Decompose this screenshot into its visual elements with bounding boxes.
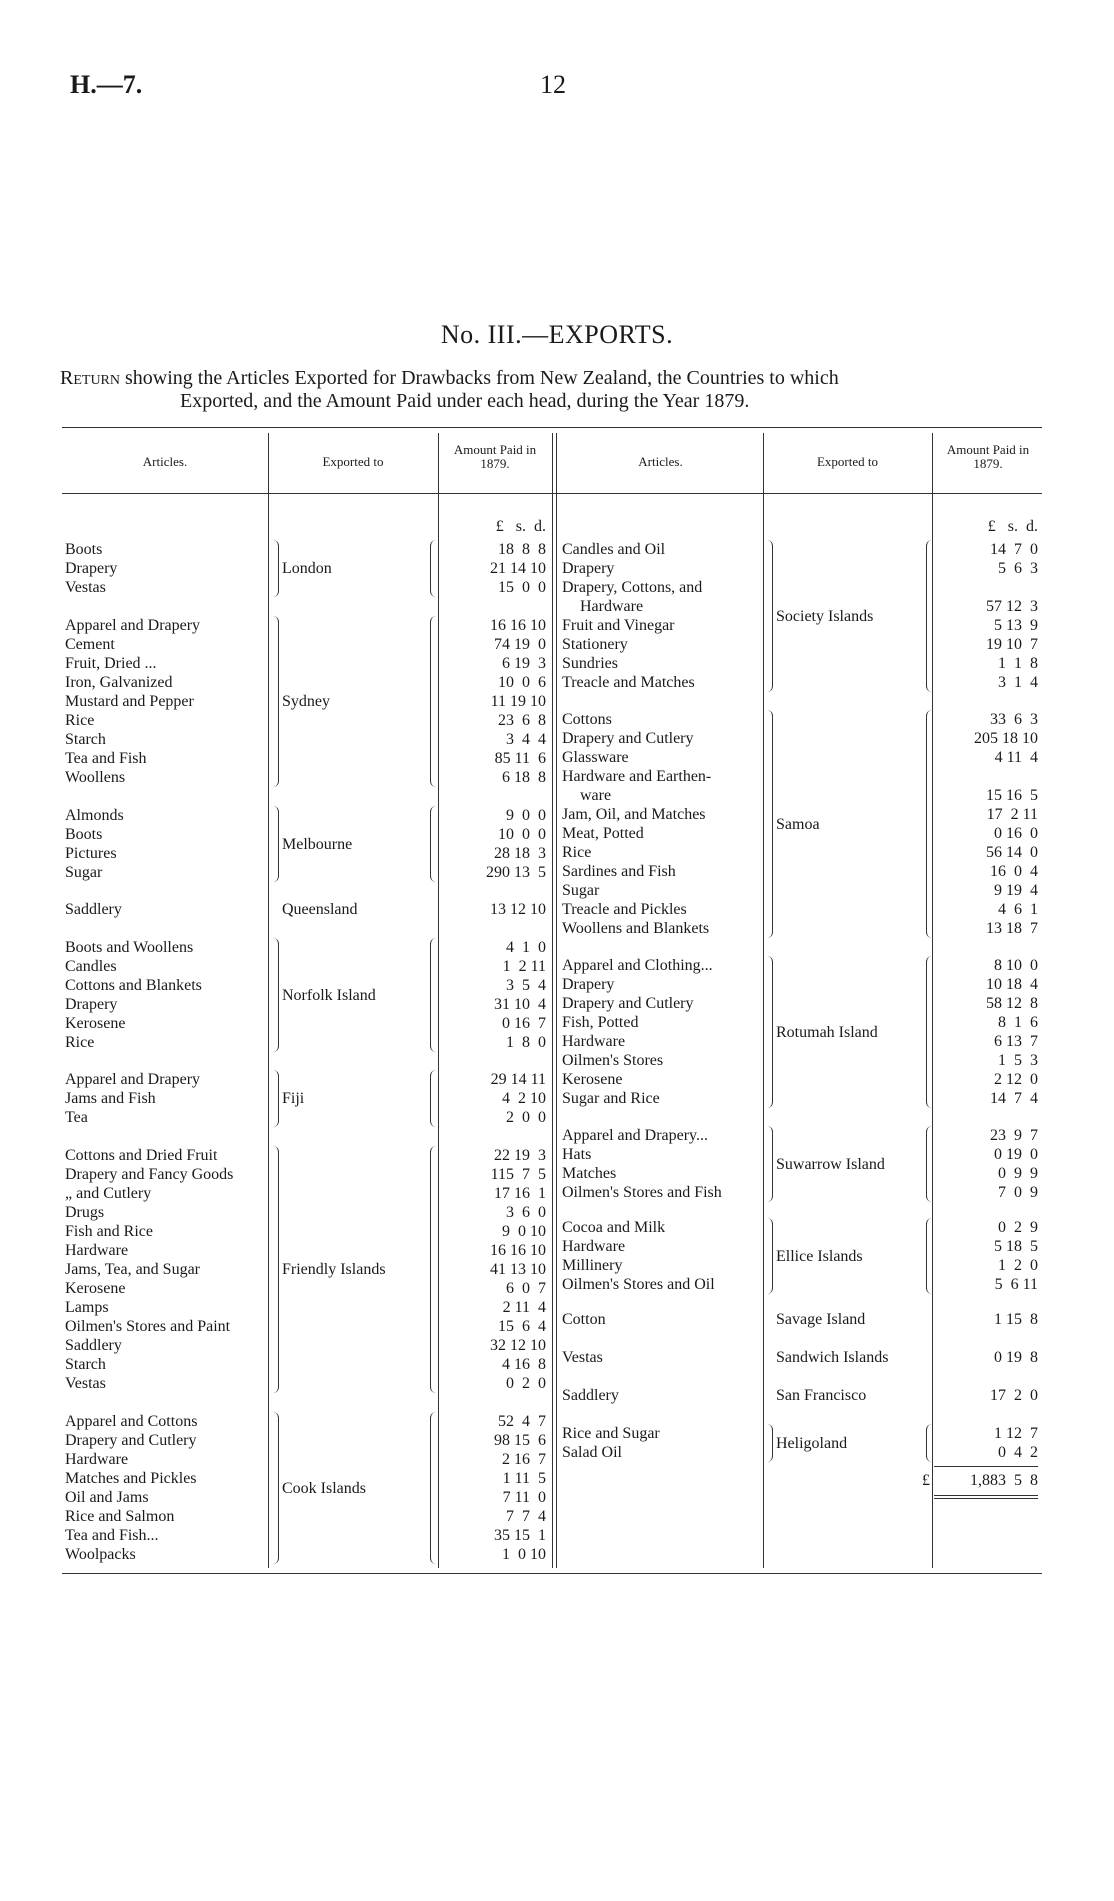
group-brace-icon: [430, 900, 436, 919]
article-name: Tea: [65, 1109, 88, 1126]
article-name: Oilmen's Stores and Oil: [562, 1276, 715, 1293]
article-name: Apparel and Drapery...: [562, 1127, 709, 1144]
article-name: Drugs: [65, 1204, 105, 1221]
article-name: Meat, Potted: [562, 825, 644, 842]
group-brace-icon: [926, 956, 933, 1108]
article-name: Woollens: [65, 769, 126, 786]
document-reference: H.—7.: [70, 70, 143, 99]
amount-paid: 1 15 8: [994, 1311, 1038, 1328]
article-name: ware: [580, 787, 612, 804]
amount-paid: 56 14 0: [986, 844, 1038, 861]
article-name: Fruit, Dried ...: [65, 655, 157, 672]
col-header-amount-right: Amount Paid in 1879.: [946, 442, 1030, 471]
article-name: Boots: [65, 826, 103, 843]
article-name: Boots: [65, 541, 103, 558]
article-name: Drapery, Cottons, and: [562, 579, 703, 596]
article-name: Treacle and Pickles: [562, 901, 687, 918]
amount-paid: 8 1 6: [998, 1014, 1038, 1031]
group-brace-icon: [926, 1348, 932, 1367]
article-name: Hats: [562, 1146, 592, 1163]
amount-paid: 6 19 3: [502, 655, 546, 672]
article-name: Hardware and Earthen-: [562, 768, 712, 785]
amount-paid: 0 19 8: [994, 1349, 1038, 1366]
article-name: Oilmen's Stores and Paint: [65, 1318, 231, 1335]
amount-paid: 57 12 3: [986, 598, 1038, 615]
total-currency: £: [922, 1472, 930, 1489]
amount-paid: 41 13 10: [490, 1261, 546, 1278]
group-brace-icon: [272, 540, 279, 597]
group-brace-icon: [926, 1310, 932, 1329]
article-name: Rice: [562, 844, 592, 861]
amount-paid: 3 4 4: [506, 731, 546, 748]
col-header-exported-to-right: Exported to: [816, 454, 878, 469]
article-name: Starch: [65, 1356, 106, 1373]
article-name: Sugar and Rice: [562, 1090, 660, 1107]
article-name: Kerosene: [562, 1071, 623, 1088]
amount-paid: 2 16 7: [502, 1451, 546, 1468]
article-name: Candles: [65, 958, 117, 975]
destination-label: San Francisco: [776, 1387, 867, 1404]
amount-paid: 6 0 7: [506, 1280, 546, 1297]
amount-paid: 9 19 4: [994, 882, 1038, 899]
amount-paid: 1 5 3: [998, 1052, 1038, 1069]
article-name: Cottons and Blankets: [65, 977, 202, 994]
group-brace-icon: [272, 1412, 279, 1564]
article-name: Tea and Fish...: [65, 1527, 159, 1544]
article-name: Boots and Woollens: [65, 939, 194, 956]
group-brace-icon: [926, 1424, 933, 1462]
amount-paid: 58 12 8: [986, 995, 1038, 1012]
amount-paid: 7 0 9: [998, 1184, 1038, 1201]
group-brace-icon: [272, 900, 278, 919]
article-name: Cement: [65, 636, 115, 653]
group-brace-icon: [926, 1126, 933, 1202]
article-name: Drapery: [65, 560, 118, 577]
article-name: Rice: [65, 712, 95, 729]
article-name: Apparel and Drapery: [65, 1071, 201, 1088]
group-brace-icon: [430, 1146, 437, 1393]
group-brace-icon: [272, 806, 279, 882]
article-name: Drapery: [562, 976, 615, 993]
amount-paid: 2 12 0: [994, 1071, 1038, 1088]
amount-paid: 29 14 11: [490, 1071, 546, 1088]
group-brace-icon: [926, 540, 933, 692]
article-name: Apparel and Clothing...: [562, 957, 713, 974]
amount-paid: 14 7 4: [990, 1090, 1038, 1107]
article-name: Millinery: [562, 1257, 623, 1274]
article-name: Hardware: [562, 1238, 626, 1255]
group-brace-icon: [926, 1386, 932, 1405]
amount-paid: 0 4 2: [998, 1444, 1038, 1461]
group-brace-icon: [272, 1146, 279, 1393]
article-name: Rice and Salmon: [65, 1508, 175, 1525]
amount-paid: 15 0 0: [498, 579, 546, 596]
article-name: Cottons and Dried Fruit: [65, 1147, 218, 1164]
amount-paid: 16 16 10: [490, 617, 546, 634]
amount-paid: 15 6 4: [498, 1318, 546, 1335]
destination-label: Sydney: [282, 693, 330, 710]
article-name: Fish, Potted: [562, 1014, 639, 1031]
article-name: Hardware: [65, 1451, 129, 1468]
subtitle-lead: Return: [60, 367, 121, 389]
article-name: Stationery: [562, 636, 628, 653]
column-divider: [763, 433, 764, 1568]
amount-paid: 7 11 0: [502, 1489, 546, 1506]
col-header-articles: Articles.: [142, 454, 188, 469]
amount-paid: 4 11 4: [994, 749, 1038, 766]
amount-paid: 10 18 4: [986, 976, 1038, 993]
column-divider: [556, 433, 557, 1568]
article-name: Jams, Tea, and Sugar: [65, 1261, 200, 1278]
col-header-articles-right: Articles.: [638, 454, 683, 469]
amount-paid: 16 0 4: [990, 863, 1038, 880]
amount-paid: 115 7 5: [490, 1166, 546, 1183]
article-name: Vestas: [562, 1349, 603, 1366]
group-brace-icon: [430, 1412, 437, 1564]
amount-paid: 28 18 3: [494, 845, 546, 862]
destination-label: Suwarrow Island: [776, 1155, 885, 1173]
amount-paid: 1 2 0: [998, 1257, 1038, 1274]
destination-label: Ellice Islands: [776, 1247, 863, 1265]
article-name: Sugar: [65, 864, 103, 881]
article-name: Oilmen's Stores: [562, 1052, 664, 1069]
group-brace-icon: [430, 806, 437, 882]
column-divider: [268, 433, 269, 1568]
amount-paid: 4 16 8: [502, 1356, 546, 1373]
amount-paid: 1 11 5: [502, 1470, 546, 1487]
group-brace-icon: [766, 540, 773, 692]
page-title: No. III.—EXPORTS.: [440, 320, 674, 349]
group-brace-icon: [272, 938, 279, 1052]
table-bottom-rule: [62, 1573, 1042, 1574]
amount-paid: 17 2 0: [990, 1387, 1038, 1404]
article-name: Tea and Fish: [65, 750, 147, 767]
group-brace-icon: [430, 616, 437, 787]
article-name: Drapery and Cutlery: [562, 730, 694, 747]
currency-units: £ s. d.: [495, 518, 546, 535]
amount-paid: 21 14 10: [490, 560, 546, 577]
article-name: Hardware: [580, 598, 644, 615]
currency-units-right: £ s. d.: [987, 518, 1038, 535]
amount-paid: 17 2 11: [986, 806, 1038, 823]
article-name: Rice: [65, 1034, 95, 1051]
article-name: Kerosene: [65, 1015, 126, 1032]
article-name: Fish and Rice: [65, 1223, 153, 1240]
group-brace-icon: [766, 1310, 772, 1329]
destination-label: Savage Island: [776, 1311, 866, 1328]
group-brace-icon: [926, 1218, 933, 1294]
amount-paid: 3 6 0: [506, 1204, 546, 1221]
amount-paid: 13 12 10: [490, 901, 546, 918]
amount-paid: 0 2 9: [998, 1219, 1038, 1236]
group-brace-icon: [766, 956, 773, 1108]
destination-label: Melbourne: [282, 835, 353, 853]
amount-paid: 4 6 1: [998, 901, 1038, 918]
amount-paid: 35 15 1: [494, 1527, 546, 1544]
amount-paid: 11 19 10: [490, 693, 546, 710]
amount-paid: 13 18 7: [986, 920, 1038, 937]
subtitle-text: showing the Articles Exported for Drawbacks from New Zealand, the Countries to which: [125, 367, 839, 389]
article-name: Jams and Fish: [65, 1090, 156, 1107]
amount-paid: 205 18 10: [974, 730, 1038, 747]
group-brace-icon: [430, 938, 437, 1052]
article-name: Almonds: [65, 807, 124, 824]
amount-paid: 1 2 11: [502, 958, 546, 975]
amount-paid: 0 16 7: [502, 1015, 546, 1032]
amount-paid: 5 6 3: [998, 560, 1038, 577]
article-name: Treacle and Matches: [562, 674, 695, 691]
article-name: Starch: [65, 731, 106, 748]
amount-paid: 32 12 10: [490, 1337, 546, 1354]
amount-paid: 8 10 0: [994, 957, 1038, 974]
group-brace-icon: [766, 1348, 772, 1367]
article-name: Drapery and Cutlery: [65, 1432, 197, 1449]
article-name: Lamps: [65, 1299, 109, 1316]
amount-paid: 52 4 7: [498, 1413, 546, 1430]
article-name: Vestas: [65, 579, 106, 596]
subtitle-line-2: Exported, and the Amount Paid under each head, during the Year 1879.: [180, 390, 750, 412]
amount-paid: 4 2 10: [502, 1090, 546, 1107]
amount-paid: 1 8 0: [506, 1034, 546, 1051]
article-name: Fruit and Vinegar: [562, 617, 675, 634]
article-name: Hardware: [65, 1242, 129, 1259]
amount-paid: 19 10 7: [986, 636, 1038, 653]
article-name: Woollens and Blankets: [562, 920, 710, 937]
article-name: Saddlery: [65, 1337, 122, 1354]
article-name: Glassware: [562, 749, 629, 766]
article-name: Hardware: [562, 1033, 626, 1050]
group-brace-icon: [766, 710, 773, 938]
amount-paid: 0 16 0: [994, 825, 1038, 842]
group-brace-icon: [430, 1070, 437, 1127]
amount-paid: 0 2 0: [506, 1375, 546, 1392]
amount-paid: 3 5 4: [506, 977, 546, 994]
destination-label: Cook Islands: [282, 1479, 366, 1497]
amount-paid: 31 10 4: [494, 996, 546, 1013]
total-double-rule: [934, 1495, 1038, 1496]
article-name: Cocoa and Milk: [562, 1219, 666, 1236]
article-name: Matches: [562, 1165, 617, 1182]
total-double-rule: [934, 1498, 1038, 1499]
destination-label: Friendly Islands: [282, 1261, 386, 1278]
article-name: Sundries: [562, 655, 618, 672]
amount-paid: 5 18 5: [994, 1238, 1038, 1255]
article-name: Rice and Sugar: [562, 1425, 660, 1442]
amount-paid: 16 16 10: [490, 1242, 546, 1259]
column-divider: [438, 433, 439, 1568]
article-name: Oilmen's Stores and Fish: [562, 1184, 722, 1201]
article-name: Sugar: [562, 882, 600, 899]
article-name: Candles and Oil: [562, 541, 666, 558]
article-name: Iron, Galvanized: [65, 674, 173, 691]
amount-paid: 33 6 3: [990, 711, 1038, 728]
destination-label: Society Islands: [776, 607, 874, 625]
col-header-amount: Amount Paid in 1879.: [453, 442, 537, 471]
amount-paid: 17 16 1: [494, 1185, 546, 1202]
group-brace-icon: [766, 1218, 773, 1294]
article-name: Pictures: [65, 845, 117, 862]
amount-paid: 4 1 0: [506, 939, 546, 956]
amount-paid: 10 0 6: [498, 674, 546, 691]
group-brace-icon: [766, 1386, 772, 1405]
amount-paid: 0 19 0: [994, 1146, 1038, 1163]
amount-paid: 23 9 7: [990, 1127, 1038, 1144]
article-name: Vestas: [65, 1375, 106, 1392]
article-name: Cotton: [562, 1311, 606, 1328]
group-brace-icon: [272, 616, 279, 787]
amount-paid: 98 15 6: [494, 1432, 546, 1449]
destination-label: Fiji: [282, 1090, 305, 1107]
article-name: Sardines and Fish: [562, 863, 676, 880]
amount-paid: 6 13 7: [994, 1033, 1038, 1050]
amount-paid: 290 13 5: [486, 864, 546, 881]
article-name: Apparel and Drapery: [65, 617, 201, 634]
destination-label: Sandwich Islands: [776, 1349, 889, 1366]
amount-paid: 10 0 0: [498, 826, 546, 843]
destination-label: Norfolk Island: [282, 986, 376, 1004]
amount-paid: 1 0 10: [502, 1546, 546, 1563]
article-name: Mustard and Pepper: [65, 693, 194, 710]
group-brace-icon: [430, 540, 437, 597]
amount-paid: 18 8 8: [498, 541, 546, 558]
destination-label: Queensland: [282, 901, 358, 918]
amount-paid: 3 1 4: [998, 674, 1038, 691]
amount-paid: 14 7 0: [990, 541, 1038, 558]
table-top-rule: [62, 427, 1042, 428]
article-name: Drapery and Cutlery: [562, 995, 694, 1012]
article-name: Saddlery: [65, 901, 122, 918]
page-number: 12: [540, 70, 566, 99]
amount-paid: 0 9 9: [998, 1165, 1038, 1182]
article-name: Woolpacks: [65, 1546, 136, 1563]
article-name: „ and Cutlery: [65, 1185, 152, 1202]
amount-paid: 9 0 10: [502, 1223, 546, 1240]
destination-label: London: [282, 560, 332, 577]
destination-label: Heligoland: [776, 1434, 848, 1452]
amount-paid: 2 0 0: [506, 1109, 546, 1126]
destination-label: Rotumah Island: [776, 1023, 878, 1041]
group-brace-icon: [272, 1070, 279, 1127]
amount-paid: 2 11 4: [502, 1299, 546, 1316]
group-brace-icon: [926, 710, 933, 938]
article-name: Jam, Oil, and Matches: [562, 806, 706, 823]
group-brace-icon: [766, 1424, 773, 1462]
amount-paid: 7 7 4: [506, 1508, 546, 1525]
total-rule: [934, 1466, 1038, 1467]
amount-paid: 9 0 0: [506, 807, 546, 824]
amount-paid: 5 13 9: [994, 617, 1038, 634]
article-name: Kerosene: [65, 1280, 126, 1297]
amount-paid: 6 18 8: [502, 769, 546, 786]
amount-paid: 74 19 0: [494, 636, 546, 653]
destination-label: Samoa: [776, 815, 820, 833]
article-name: Saddlery: [562, 1387, 619, 1404]
article-name: Drapery: [65, 996, 118, 1013]
article-name: Cottons: [562, 711, 612, 728]
group-brace-icon: [766, 1126, 773, 1202]
article-name: Oil and Jams: [65, 1489, 149, 1506]
total-amount: 1,883 5 8: [970, 1472, 1038, 1489]
amount-paid: 5 6 11: [994, 1276, 1038, 1293]
article-name: Salad Oil: [562, 1444, 622, 1461]
amount-paid: 15 16 5: [986, 787, 1038, 804]
column-divider: [552, 433, 553, 1568]
amount-paid: 1 1 8: [998, 655, 1038, 672]
article-name: Matches and Pickles: [65, 1470, 197, 1487]
amount-paid: 23 6 8: [498, 712, 546, 729]
amount-paid: 1 12 7: [994, 1425, 1038, 1442]
article-name: Apparel and Cottons: [65, 1413, 198, 1430]
col-header-exported-to: Exported to: [322, 454, 384, 469]
article-name: Drapery: [562, 560, 615, 577]
subtitle-line-1: [60, 367, 839, 390]
article-name: Drapery and Fancy Goods: [65, 1166, 234, 1183]
amount-paid: 22 19 3: [494, 1147, 546, 1164]
amount-paid: 85 11 6: [494, 750, 546, 767]
